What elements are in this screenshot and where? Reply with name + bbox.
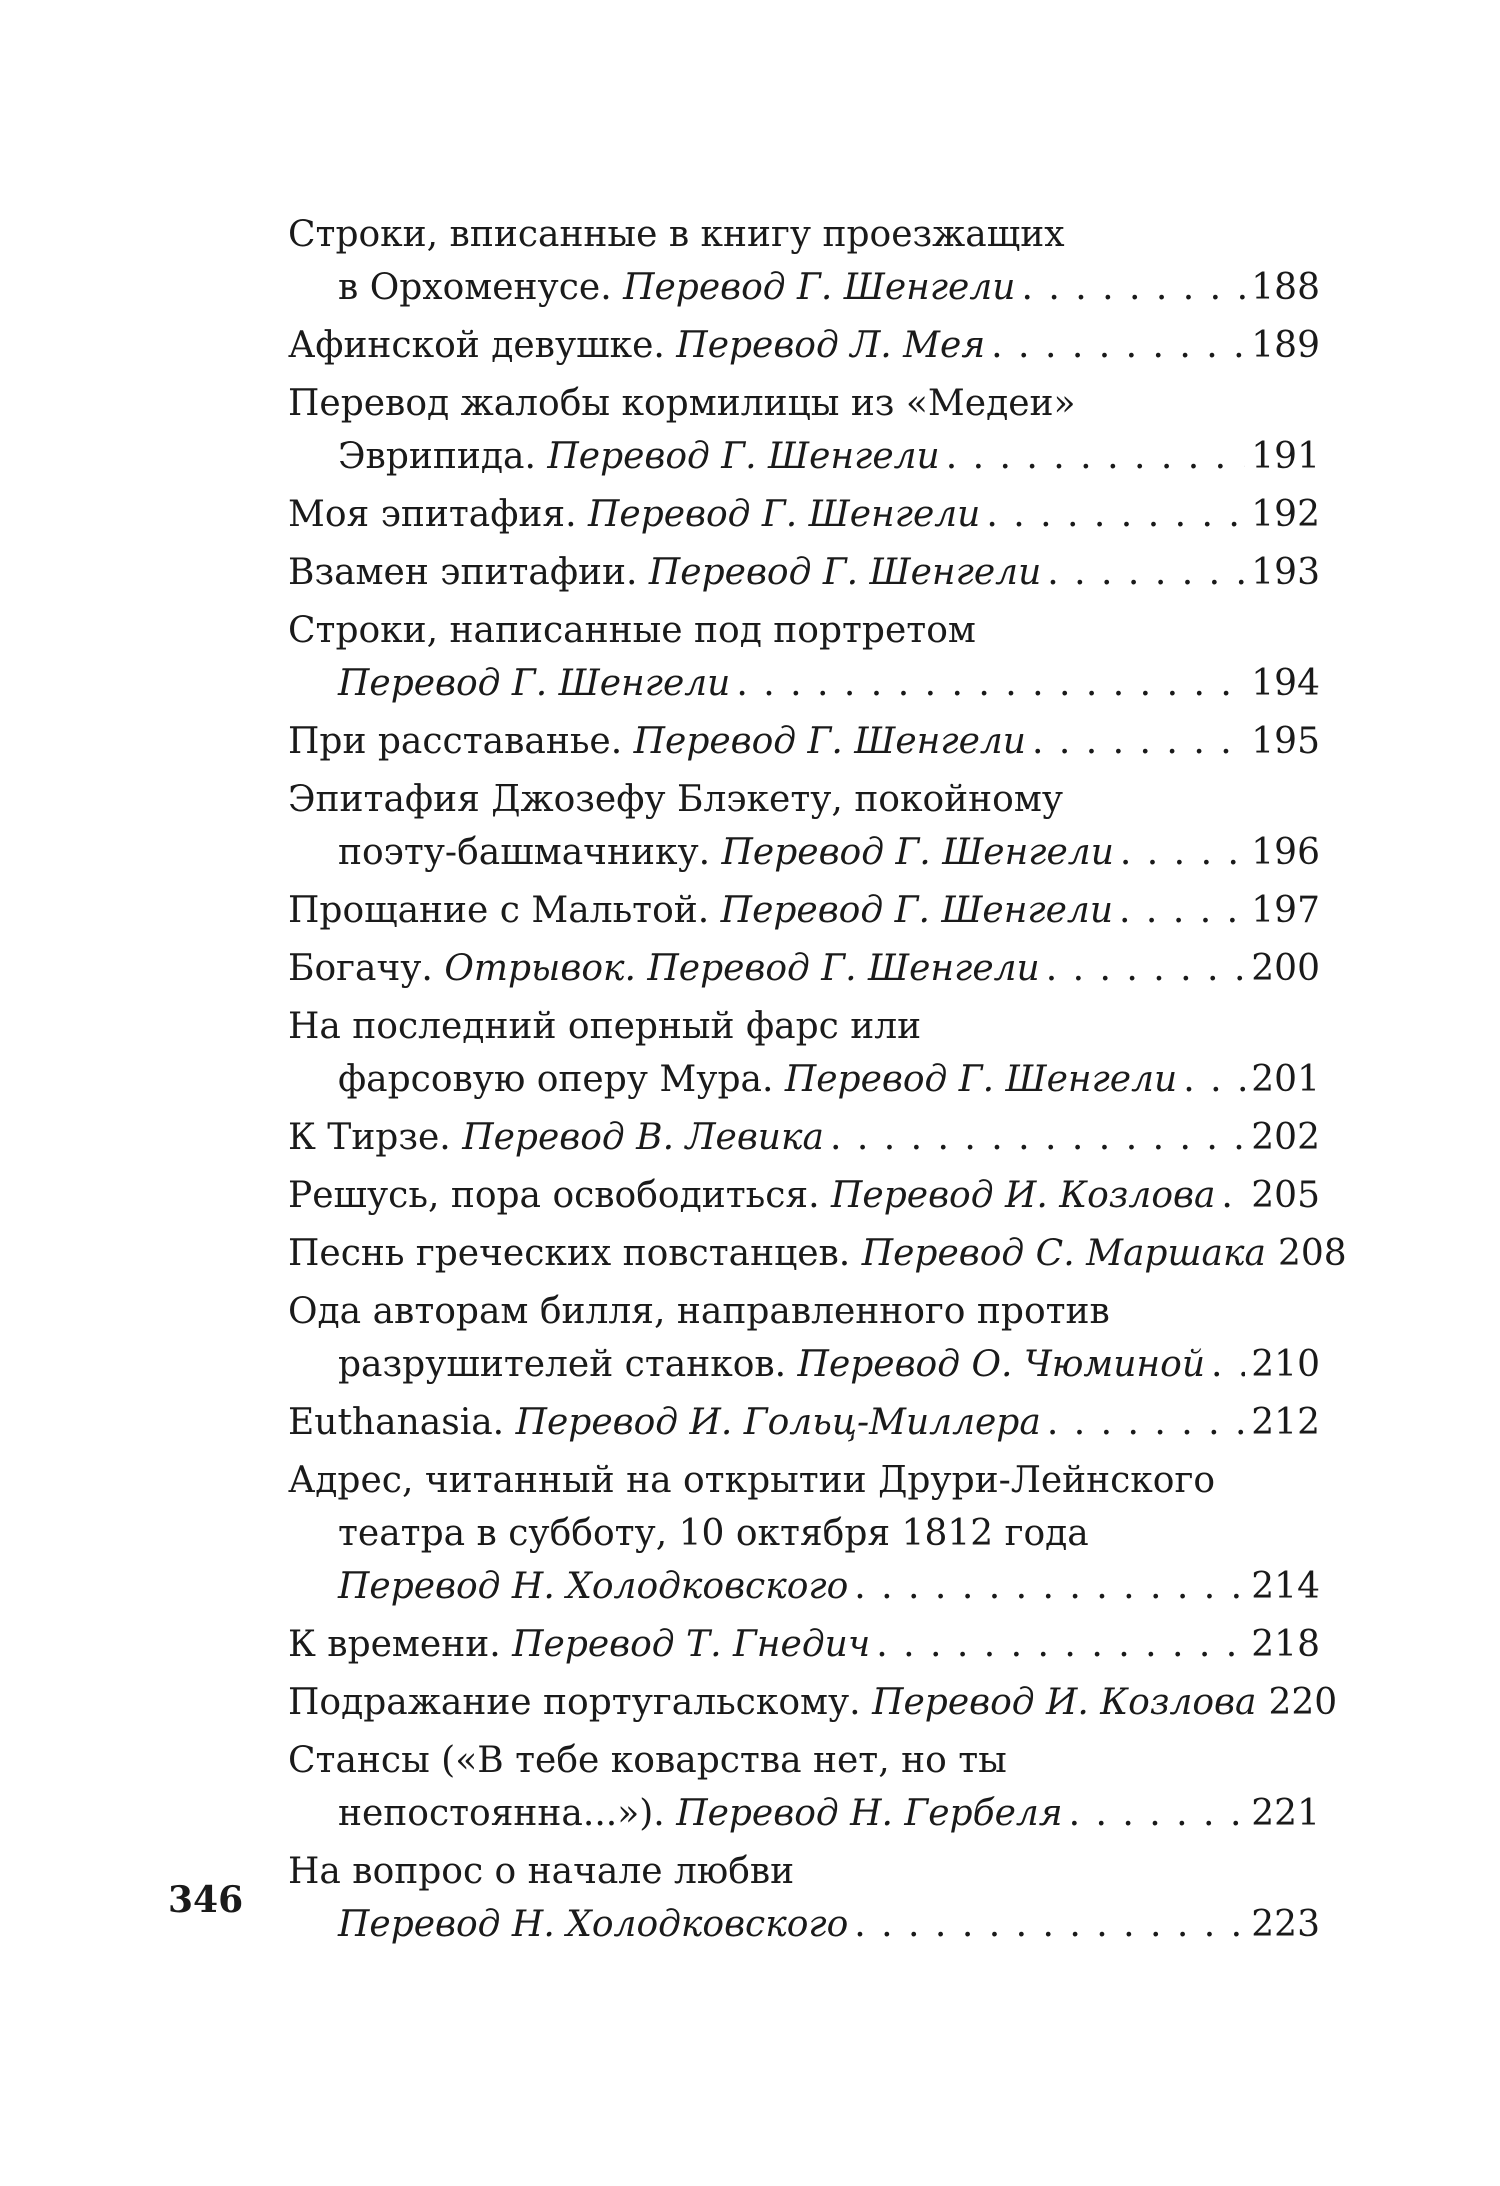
toc-page-number: 208 xyxy=(1277,1233,1347,1274)
translator-credit: Перевод Г. Шенгели xyxy=(721,832,1114,873)
toc-entry-final-line xyxy=(288,319,1320,372)
toc-page-number: 196 xyxy=(1251,832,1320,873)
toc-entry xyxy=(288,488,1320,541)
toc-entry xyxy=(288,884,1320,937)
dot-leader xyxy=(736,657,1245,710)
dot-leader xyxy=(830,1111,1245,1164)
toc-entry-label xyxy=(288,1111,824,1164)
translator-credit: Перевод Г. Шенгели xyxy=(588,494,981,535)
toc-entry xyxy=(288,319,1320,372)
toc-entry-final-line xyxy=(288,657,1320,710)
toc-entry xyxy=(288,546,1320,599)
translator-credit: Перевод С. Маршака xyxy=(861,1233,1266,1274)
dot-leader xyxy=(1069,1787,1246,1840)
translator-credit: Перевод И. Гольц-Миллера xyxy=(515,1402,1041,1443)
toc-entry-title: Моя эпитафия. xyxy=(288,494,577,535)
toc-entry-title: Решусь, пора освободиться. xyxy=(288,1175,820,1216)
toc-entry-label xyxy=(288,1169,1215,1222)
toc-entry xyxy=(288,942,1320,995)
translator-credit: Перевод Г. Шенгели xyxy=(547,436,940,477)
toc-entry-label xyxy=(288,1618,870,1671)
translator-credit: Перевод В. Левика xyxy=(462,1117,824,1158)
toc-entry-title: Афинской девушке. xyxy=(288,325,665,366)
toc-entry-title-line: Ода авторам билля, направленного против xyxy=(288,1291,1110,1332)
translator-credit: Перевод Н. Холодковского xyxy=(338,1566,849,1607)
toc-entry xyxy=(288,1169,1320,1222)
toc-entry xyxy=(288,1734,1320,1840)
toc-entry-title: Песнь греческих повстанцев. xyxy=(288,1233,851,1274)
toc-page-number: 205 xyxy=(1251,1175,1320,1216)
toc-entry-final-line xyxy=(288,488,1320,541)
translator-credit: Перевод Л. Мея xyxy=(676,325,986,366)
toc-entry-title: разрушителей станков. xyxy=(338,1344,787,1385)
toc-entry xyxy=(288,773,1320,879)
toc-entry xyxy=(288,208,1320,314)
toc-entry-title: поэту-башмачнику. xyxy=(338,832,711,873)
toc-entry-label xyxy=(338,1787,1063,1840)
toc-entry-final-line xyxy=(288,430,1320,483)
toc-entry-final-line xyxy=(288,1898,1320,1951)
toc-entry-title: К времени. xyxy=(288,1624,501,1665)
toc-entry-final-line xyxy=(288,1787,1320,1840)
toc-entry xyxy=(288,1845,1320,1951)
dot-leader xyxy=(1032,715,1245,768)
toc-entry-label xyxy=(338,1338,1205,1391)
toc-entry-final-line xyxy=(288,884,1320,937)
dot-leader xyxy=(1046,942,1246,995)
dot-leader xyxy=(1120,826,1245,879)
toc-entry-label xyxy=(338,826,1114,879)
toc-entry-final-line xyxy=(288,942,1320,995)
toc-entry-label xyxy=(338,1560,848,1613)
toc-entry-title: Прощание с Мальтой. xyxy=(288,890,710,931)
toc-entry-final-line xyxy=(288,1169,1320,1222)
toc-entry-final-line xyxy=(288,1618,1320,1671)
translator-credit: Перевод Н. Холодковского xyxy=(338,1904,849,1945)
toc-entry-title-line: Строки, написанные под портретом xyxy=(288,610,976,651)
toc-entry-title: Взамен эпитафии. xyxy=(288,552,638,593)
toc-entry-final-line xyxy=(288,546,1320,599)
dot-leader xyxy=(1183,1053,1245,1106)
toc-page-number: 210 xyxy=(1251,1344,1320,1385)
toc-page-number: 214 xyxy=(1251,1566,1320,1607)
toc-entry-final-line xyxy=(288,1053,1320,1106)
toc-entry-label xyxy=(288,942,1040,995)
toc-page-number: 197 xyxy=(1251,890,1320,931)
dot-leader xyxy=(1021,261,1245,314)
toc-entry-title-line: На последний оперный фарс или xyxy=(288,1006,922,1047)
toc-page-number: 202 xyxy=(1251,1117,1320,1158)
toc-entry-title-line: Эпитафия Джозефу Блэкету, покойному xyxy=(288,779,1064,820)
toc-entry-title-line: Стансы («В тебе коварства нет, но ты xyxy=(288,1740,1007,1781)
toc-entry xyxy=(288,1676,1338,1729)
toc-entry-label xyxy=(288,546,1041,599)
toc-entry-label xyxy=(288,715,1026,768)
translator-credit: Перевод Г. Шенгели xyxy=(648,552,1042,593)
dot-leader xyxy=(1119,884,1245,937)
translator-credit: Перевод О. Чюминой xyxy=(797,1344,1206,1385)
toc-entry-final-line xyxy=(288,1111,1320,1164)
toc-entry-title: Эврипида. xyxy=(338,436,536,477)
dot-leader xyxy=(1221,1169,1245,1222)
toc-page-number: 193 xyxy=(1251,552,1320,593)
toc-entry-title: Подражание португальскому. xyxy=(288,1682,861,1723)
toc-entry xyxy=(288,604,1320,710)
dot-leader xyxy=(946,430,1246,483)
toc-entry-final-line xyxy=(288,261,1320,314)
toc-entry-label xyxy=(338,1898,848,1951)
dot-leader xyxy=(854,1560,1245,1613)
toc-entry-title: Euthanasia. xyxy=(288,1402,505,1443)
toc-entry xyxy=(288,1285,1320,1391)
toc-entry-label xyxy=(288,1676,1256,1729)
toc-page-number: 223 xyxy=(1251,1904,1320,1945)
dot-leader xyxy=(986,488,1245,541)
toc-entry-label xyxy=(288,884,1113,937)
toc-entry-final-line xyxy=(288,1560,1320,1613)
dot-leader xyxy=(1047,1396,1245,1449)
toc-entry-label xyxy=(338,430,940,483)
translator-credit: Перевод Г. Шенгели xyxy=(784,1059,1178,1100)
toc-entry-title: Богачу. xyxy=(288,948,433,989)
toc-entry-label xyxy=(288,319,985,372)
toc-page-number: 188 xyxy=(1251,267,1320,308)
toc-entry xyxy=(288,1111,1320,1164)
toc-page-number: 189 xyxy=(1251,325,1320,366)
toc-page-number: 218 xyxy=(1251,1624,1320,1665)
translator-credit: Перевод Г. Шенгели xyxy=(623,267,1016,308)
toc-entry-final-line xyxy=(288,1396,1320,1449)
toc-page-number: 220 xyxy=(1268,1682,1338,1723)
toc-entry-label xyxy=(338,657,730,710)
toc-entry-title: в Орхоменусе. xyxy=(338,267,612,308)
dot-leader xyxy=(854,1898,1245,1951)
toc-entry-title-line: Строки, вписанные в книгу проезжащих xyxy=(288,214,1065,255)
toc-page-number: 192 xyxy=(1251,494,1320,535)
translator-credit: Отрывок. Перевод Г. Шенгели xyxy=(444,948,1040,989)
translator-credit: Перевод Т. Гнедич xyxy=(512,1624,871,1665)
translator-credit: Перевод Г. Шенгели xyxy=(633,721,1026,762)
toc-entry-label xyxy=(338,261,1015,314)
table-of-contents xyxy=(288,208,1347,1956)
translator-credit: Перевод Г. Шенгели xyxy=(338,663,731,704)
toc-entry xyxy=(288,1396,1320,1449)
toc-entry-title-line: На вопрос о начале любви xyxy=(288,1851,795,1892)
toc-entry-final-line xyxy=(288,1227,1347,1280)
dot-leader xyxy=(1047,546,1245,599)
translator-credit: Перевод Г. Шенгели xyxy=(720,890,1114,931)
toc-entry xyxy=(288,1227,1347,1280)
toc-entry xyxy=(288,1000,1320,1106)
toc-entry-title-line: Перевод жалобы кормилицы из «Медеи» xyxy=(288,383,1076,424)
toc-page-number: 194 xyxy=(1251,663,1320,704)
toc-entry-label xyxy=(288,1227,1266,1280)
toc-entry-title: фарсовую оперу Мура. xyxy=(338,1059,774,1100)
dot-leader xyxy=(876,1618,1245,1671)
toc-entry-label xyxy=(288,1396,1041,1449)
toc-page-number: 191 xyxy=(1251,436,1320,477)
toc-entry xyxy=(288,1618,1320,1671)
toc-entry-title-line: Адрес, читанный на открытии Друри-Лейнского xyxy=(288,1460,1216,1501)
toc-entry-final-line xyxy=(288,1676,1338,1729)
toc-entry-final-line xyxy=(288,715,1320,768)
toc-entry-final-line xyxy=(288,826,1320,879)
toc-entry-title-line: театра в субботу, 10 октября 1812 года xyxy=(338,1513,1089,1554)
toc-page-number: 221 xyxy=(1251,1793,1320,1834)
dot-leader xyxy=(991,319,1245,372)
toc-entry xyxy=(288,715,1320,768)
toc-entry-label xyxy=(338,1053,1177,1106)
toc-entry-title: К Тирзе. xyxy=(288,1117,451,1158)
page-number: 346 xyxy=(168,1879,244,1921)
dot-leader xyxy=(1211,1338,1245,1391)
translator-credit: Перевод Н. Гербеля xyxy=(676,1793,1063,1834)
toc-page-number: 200 xyxy=(1251,948,1320,989)
toc-entry xyxy=(288,1454,1320,1613)
toc-entry xyxy=(288,377,1320,483)
toc-entry-label xyxy=(288,488,980,541)
toc-page-number: 195 xyxy=(1251,721,1320,762)
toc-entry-title: непостоянна...»). xyxy=(338,1793,665,1834)
toc-entry-title: При расставанье. xyxy=(288,721,623,762)
toc-page-number: 212 xyxy=(1251,1402,1320,1443)
toc-page-number: 201 xyxy=(1251,1059,1320,1100)
translator-credit: Перевод И. Козлова xyxy=(831,1175,1216,1216)
toc-entry-final-line xyxy=(288,1338,1320,1391)
translator-credit: Перевод И. Козлова xyxy=(872,1682,1257,1723)
